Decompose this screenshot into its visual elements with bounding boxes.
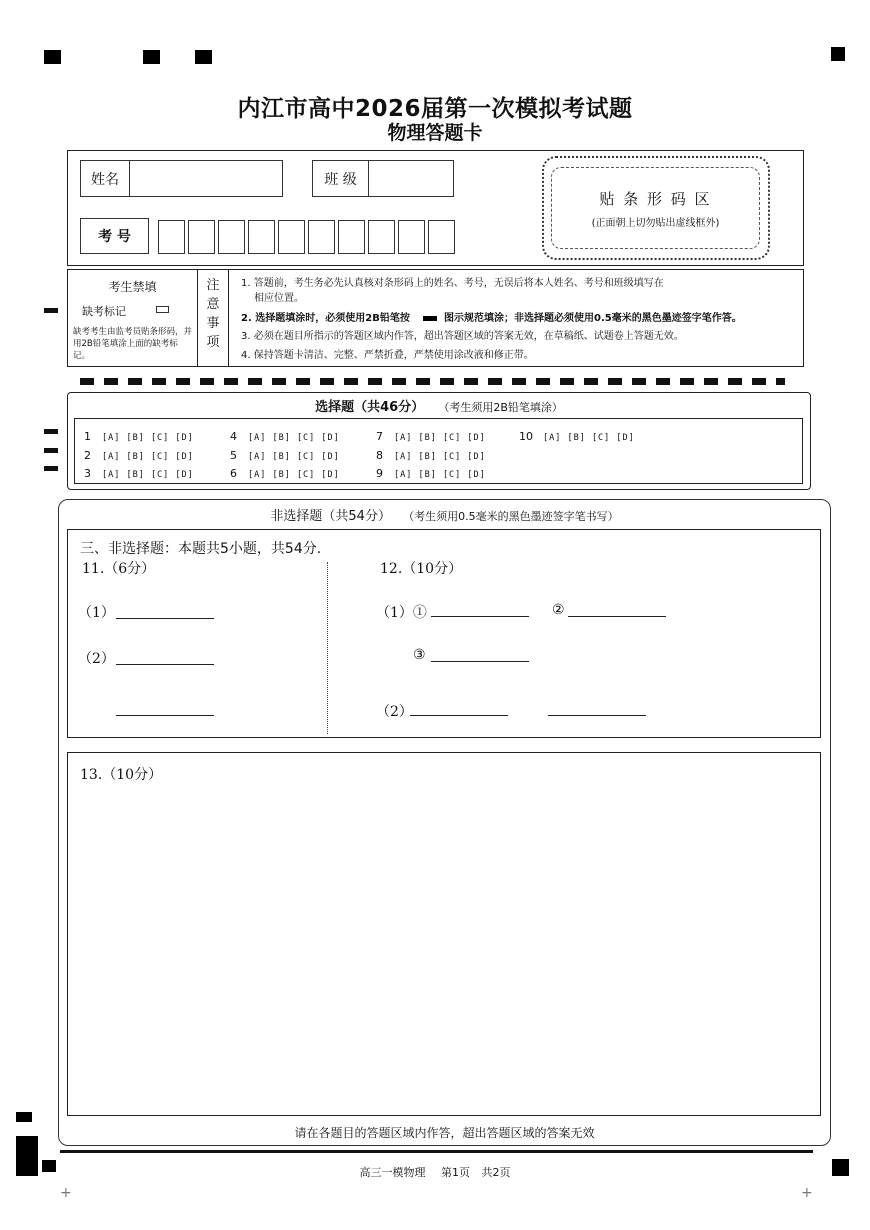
section-heading: 三、非选择题：本题共5小题，共54分. bbox=[80, 541, 322, 557]
crosshair-icon: + bbox=[60, 1185, 72, 1201]
class-field[interactable] bbox=[368, 160, 454, 197]
q12-part1-label: （1）① bbox=[376, 605, 427, 621]
choice-question[interactable] bbox=[84, 462, 194, 481]
q11-part2-blank-2[interactable] bbox=[116, 702, 214, 716]
absent-mark-box[interactable] bbox=[156, 306, 169, 313]
notice-item-2a: 2. 选择题填涂时，必须使用2B铅笔按 bbox=[241, 313, 410, 324]
absent-mark-label: 缺考标记 bbox=[82, 305, 126, 318]
footer-text: 高三一模物理 第1页 共2页 bbox=[359, 1166, 511, 1179]
q12-circle-3: ③ bbox=[413, 647, 426, 663]
class-label: 班 级 bbox=[324, 171, 357, 188]
timing-mark bbox=[16, 1136, 38, 1176]
q11-part2-blank[interactable] bbox=[116, 651, 214, 665]
choice-question[interactable] bbox=[376, 444, 486, 463]
choice-options[interactable]: [A] [B] [C] [D] bbox=[102, 470, 194, 480]
choice-question-number: 10 bbox=[519, 430, 533, 443]
choice-question-number: 9 bbox=[376, 467, 383, 480]
notice-item-3: 3. 必须在题目所指示的答题区域内作答，超出答题区域的答案无效，在草稿纸、试题卷上答题无效。 bbox=[241, 331, 684, 342]
page-title: 内江市高中2026届第一次模拟考试题 bbox=[237, 96, 633, 122]
choice-question-number: 7 bbox=[376, 430, 383, 443]
id-label: 考 号 bbox=[98, 229, 131, 245]
choice-options[interactable]: [A] [B] [C] [D] bbox=[543, 433, 635, 443]
q12-label: 12.（10分） bbox=[380, 561, 463, 577]
nonchoice-title: 非选择题（共54分） （考生须用0.5毫米的黑色墨迹签字笔书写） bbox=[270, 509, 619, 524]
id-digit-box[interactable] bbox=[248, 220, 275, 254]
id-digit-box[interactable] bbox=[188, 220, 215, 254]
id-digit-box[interactable] bbox=[338, 220, 365, 254]
choice-options[interactable]: [A] [B] [C] [D] bbox=[248, 433, 340, 443]
q12-blank-1[interactable] bbox=[431, 603, 529, 617]
choice-options[interactable]: [A] [B] [C] [D] bbox=[394, 452, 486, 462]
choice-question-number: 8 bbox=[376, 449, 383, 462]
absent-note: 缺考考生由监考员贴条形码，并用2B铅笔填涂上面的缺考标记。 bbox=[73, 327, 193, 361]
barcode-note: (正面朝上切勿贴出虚线框外) bbox=[591, 218, 720, 229]
choice-question[interactable] bbox=[376, 462, 486, 481]
choice-question-number: 2 bbox=[84, 449, 91, 462]
id-digit-box[interactable] bbox=[218, 220, 245, 254]
q11-part2-label: （2） bbox=[78, 651, 115, 667]
choice-question-number: 3 bbox=[84, 467, 91, 480]
choice-question[interactable] bbox=[230, 444, 340, 463]
choice-options[interactable]: [A] [B] [C] [D] bbox=[102, 452, 194, 462]
timing-mark bbox=[42, 1160, 56, 1172]
q11-part1-blank[interactable] bbox=[116, 605, 214, 619]
notice-item-4: 4. 保持答题卡清洁、完整、严禁折叠，严禁使用涂改液和修正带。 bbox=[241, 350, 534, 361]
fill-sample-icon bbox=[423, 316, 437, 321]
choice-options[interactable]: [A] [B] [C] [D] bbox=[102, 433, 194, 443]
q12-circle-2: ② bbox=[552, 602, 565, 618]
timing-mark bbox=[44, 50, 61, 64]
q11-label: 11.（6分） bbox=[82, 561, 156, 577]
choice-options[interactable]: [A] [B] [C] [D] bbox=[394, 433, 486, 443]
choice-question[interactable] bbox=[230, 425, 340, 444]
choice-question[interactable] bbox=[376, 425, 486, 444]
timing-mark bbox=[44, 429, 58, 434]
id-digit-box[interactable] bbox=[278, 220, 305, 254]
crosshair-icon: + bbox=[801, 1185, 813, 1201]
choice-question-number: 4 bbox=[230, 430, 237, 443]
choice-options[interactable]: [A] [B] [C] [D] bbox=[248, 452, 340, 462]
q13-label: 13.（10分） bbox=[80, 767, 163, 783]
name-field[interactable] bbox=[129, 160, 283, 197]
page-subtitle: 物理答题卡 bbox=[387, 122, 483, 144]
dash-separator bbox=[80, 378, 785, 385]
choice-question-number: 5 bbox=[230, 449, 237, 462]
answer-box-13[interactable] bbox=[67, 752, 821, 1116]
id-digit-box[interactable] bbox=[158, 220, 185, 254]
timing-mark bbox=[195, 50, 212, 64]
choice-question[interactable] bbox=[84, 444, 194, 463]
timing-mark bbox=[44, 308, 58, 313]
timing-mark bbox=[832, 1159, 849, 1176]
notice-item-2b: 图示规范填涂；非选择题必须使用0.5毫米的黑色墨迹签字笔作答。 bbox=[444, 313, 742, 324]
q12-blank-2[interactable] bbox=[568, 603, 666, 617]
timing-mark bbox=[143, 50, 160, 64]
choice-options[interactable]: [A] [B] [C] [D] bbox=[394, 470, 486, 480]
name-label: 姓名 bbox=[91, 171, 119, 188]
area-warning: 请在各题目的答题区域内作答，超出答题区域的答案无效 bbox=[294, 1126, 595, 1140]
q12-part2-label: （2） bbox=[376, 704, 413, 720]
timing-mark bbox=[44, 466, 58, 471]
absent-title: 考生禁填 bbox=[108, 280, 157, 294]
q12-blank-3[interactable] bbox=[431, 648, 529, 662]
timing-mark bbox=[16, 1112, 32, 1122]
barcode-title: 贴 条 形 码 区 bbox=[599, 190, 712, 208]
choice-question-number: 6 bbox=[230, 467, 237, 480]
notice-side-label: 注 意 事 项 bbox=[206, 278, 220, 350]
notice-item-1b: 相应位置。 bbox=[254, 293, 304, 304]
choice-question[interactable] bbox=[230, 462, 340, 481]
q12-part2-blank-1[interactable] bbox=[410, 702, 508, 716]
choice-question-number: 1 bbox=[84, 430, 91, 443]
choice-question[interactable] bbox=[519, 425, 635, 444]
choice-options[interactable]: [A] [B] [C] [D] bbox=[248, 470, 340, 480]
footer-rule bbox=[60, 1150, 813, 1153]
q11-part1-label: （1） bbox=[78, 605, 115, 621]
q-divider bbox=[327, 562, 328, 734]
id-digit-box[interactable] bbox=[368, 220, 395, 254]
choice-title: 选择题（共46分） （考生须用2B铅笔填涂） bbox=[315, 400, 563, 415]
timing-mark bbox=[831, 47, 845, 61]
notice-item-1: 1. 答题前，考生务必先认真核对条形码上的姓名、考号，无误后将本人姓名、考号和班级填写在 bbox=[241, 278, 664, 289]
choice-question[interactable] bbox=[84, 425, 194, 444]
q12-part2-blank-2[interactable] bbox=[548, 702, 646, 716]
id-digit-box[interactable] bbox=[398, 220, 425, 254]
id-digit-box[interactable] bbox=[428, 220, 455, 254]
timing-mark bbox=[44, 448, 58, 453]
id-digit-box[interactable] bbox=[308, 220, 335, 254]
